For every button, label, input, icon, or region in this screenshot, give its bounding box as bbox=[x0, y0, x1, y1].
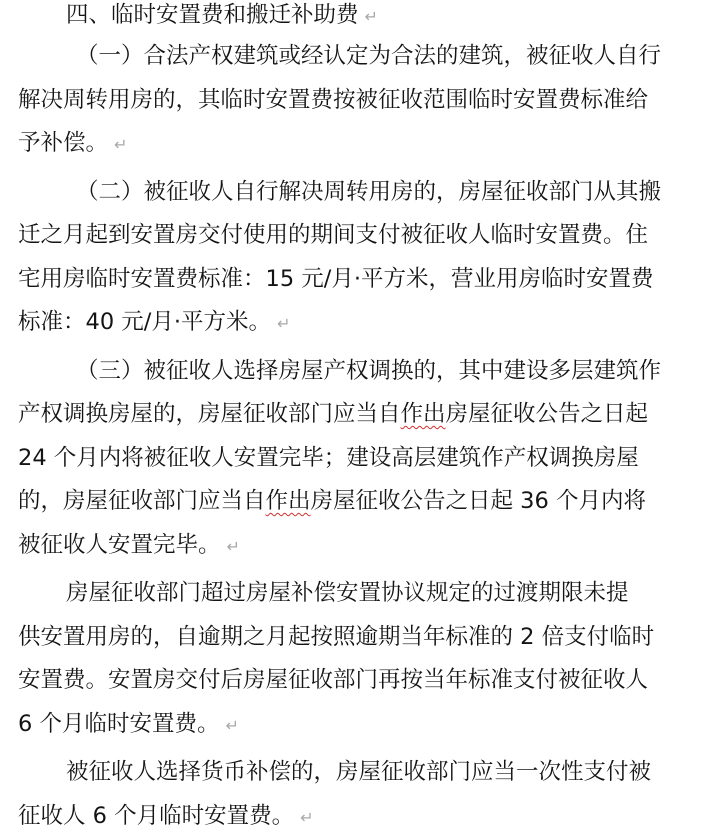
line-text: 安置费。安置房交付后房屋征收部门再按当年标准支付被征收人 bbox=[18, 667, 648, 693]
line-text: 房屋征收部门超过房屋补偿安置协议规定的过渡期限未提 bbox=[66, 580, 629, 606]
line-text: 被征收人选择货币补偿的，房屋征收部门应当一次性支付被 bbox=[66, 759, 651, 785]
paragraph-line bbox=[18, 301, 688, 345]
paragraph bbox=[18, 751, 688, 838]
paragraph bbox=[18, 350, 688, 568]
line-text: （二）被征收人自行解决周转用房的，房屋征收部门从其搬 bbox=[76, 179, 661, 205]
paragraph-line bbox=[18, 35, 688, 79]
line-text: 6 个月临时安置费。 bbox=[18, 711, 219, 737]
paragraph-line bbox=[18, 258, 688, 302]
line-text: 予补偿。 bbox=[18, 130, 108, 156]
line-text: （三）被征收人选择房屋产权调换的，其中建设多层建筑作 bbox=[76, 358, 661, 384]
paragraph-mark-icon: ↵ bbox=[225, 704, 238, 748]
paragraph-line bbox=[18, 214, 688, 258]
paragraph-mark-icon: ↵ bbox=[277, 302, 290, 346]
paragraph-mark-icon: ↵ bbox=[300, 796, 313, 839]
paragraph bbox=[18, 171, 688, 345]
paragraph-line bbox=[18, 703, 688, 747]
paragraph-line bbox=[18, 79, 688, 123]
paragraph bbox=[18, 35, 688, 166]
paragraph-line bbox=[18, 393, 688, 437]
line-text: 宅用房临时安置费标准：15 元/月·平方米，营业用房临时安置费 bbox=[18, 266, 654, 292]
paragraph-line bbox=[18, 437, 688, 481]
line-text: 解决周转用房的，其临时安置费按被征收范围临时安置费标准给 bbox=[18, 87, 648, 113]
spellcheck-underline: 作出 bbox=[266, 488, 311, 514]
paragraph-line bbox=[18, 480, 688, 524]
paragraph-line bbox=[18, 524, 688, 568]
paragraph-line bbox=[18, 659, 688, 703]
paragraph-mark-icon: ↵ bbox=[114, 123, 127, 167]
line-text: （一）合法产权建筑或经认定为合法的建筑，被征收人自行 bbox=[76, 43, 661, 69]
paragraph-line bbox=[18, 572, 688, 616]
line-text: 24 个月内将被征收人安置完毕；建设高层建筑作产权调换房屋 bbox=[18, 445, 639, 471]
line-text: 供安置用房的，自逾期之月起按照逾期当年标准的 2 倍支付临时 bbox=[18, 624, 654, 650]
paragraph-list bbox=[18, 35, 688, 838]
line-text: 被征收人安置完毕。 bbox=[18, 532, 221, 558]
paragraph bbox=[18, 572, 688, 746]
paragraph-mark-icon: ↵ bbox=[227, 525, 240, 569]
line-text: 迁之月起到安置房交付使用的期间支付被征收人临时安置费。住 bbox=[18, 222, 648, 248]
paragraph-line bbox=[18, 616, 688, 660]
document-body bbox=[18, 0, 688, 838]
line-text: 标准：40 元/月·平方米。 bbox=[18, 309, 271, 335]
paragraph-line bbox=[18, 350, 688, 394]
section-heading bbox=[18, 0, 688, 30]
line-text: 征收人 6 个月临时安置费。 bbox=[18, 803, 294, 829]
paragraph-line bbox=[18, 795, 688, 839]
paragraph-line bbox=[18, 122, 688, 166]
line-text: 产权调换房屋的，房屋征收部门应当自作出房屋征收公告之日起 bbox=[18, 401, 648, 427]
paragraph-line bbox=[18, 751, 688, 795]
paragraph-line bbox=[18, 171, 688, 215]
line-text: 的，房屋征收部门应当自作出房屋征收公告之日起 36 个月内将 bbox=[18, 488, 646, 514]
paragraph-mark-icon: ↵ bbox=[365, 2, 378, 32]
section-heading-text: 四、临时安置费和搬迁补助费 bbox=[66, 2, 359, 28]
spellcheck-underline: 作出 bbox=[401, 401, 446, 427]
